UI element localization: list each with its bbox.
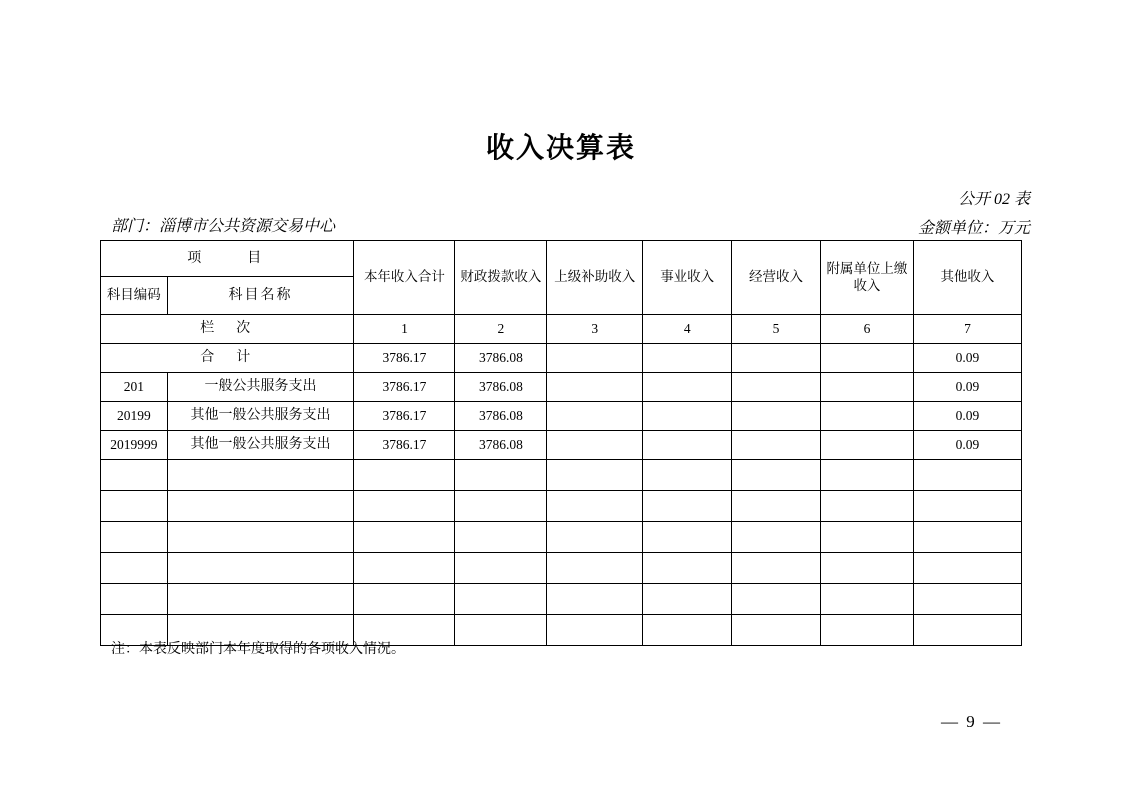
- column-index-5: 5: [732, 315, 821, 344]
- header-col-7: 其他收入: [913, 241, 1021, 315]
- cell-value: [547, 553, 643, 584]
- header-col-1: 本年收入合计: [354, 241, 455, 315]
- cell-subject-code: [101, 460, 168, 491]
- cell-value: [732, 615, 821, 646]
- cell-subject-name: [167, 460, 354, 491]
- cell-value: [732, 344, 821, 373]
- cell-value: [913, 522, 1021, 553]
- cell-value: [354, 522, 455, 553]
- cell-value: [643, 402, 732, 431]
- table-row: [101, 460, 1022, 491]
- header-col-5: 经营收入: [732, 241, 821, 315]
- cell-value: 0.09: [913, 373, 1021, 402]
- cell-value: [820, 402, 913, 431]
- page-title: 收入决算表: [485, 131, 636, 164]
- cell-value: [547, 431, 643, 460]
- cell-value: [732, 373, 821, 402]
- cell-subject-name: 一般公共服务支出: [167, 373, 354, 402]
- cell-value: 3786.17: [354, 373, 455, 402]
- column-index-6: 6: [820, 315, 913, 344]
- cell-subject-code: 20199: [101, 402, 168, 431]
- header-col-2: 财政拨款收入: [455, 241, 547, 315]
- cell-value: 3786.17: [354, 402, 455, 431]
- cell-value: [547, 402, 643, 431]
- cell-value: [547, 344, 643, 373]
- cell-value: [455, 460, 547, 491]
- cell-value: [820, 615, 913, 646]
- column-index-1: 1: [354, 315, 455, 344]
- amount-unit: 金额单位：万元: [917, 220, 1030, 237]
- cell-value: [455, 615, 547, 646]
- cell-value: [643, 344, 732, 373]
- cell-value: [643, 460, 732, 491]
- header-col-3: 上级补助收入: [547, 241, 643, 315]
- cell-value: [547, 373, 643, 402]
- cell-value: [547, 615, 643, 646]
- cell-value: 0.09: [913, 344, 1021, 373]
- table-row: [101, 373, 1022, 402]
- cell-value: [643, 373, 732, 402]
- cell-value: [643, 431, 732, 460]
- cell-subject-code: [101, 522, 168, 553]
- cell-value: [354, 584, 455, 615]
- cell-value: 3786.08: [455, 402, 547, 431]
- cell-value: 3786.17: [354, 344, 455, 373]
- cell-value: [643, 522, 732, 553]
- cell-value: [732, 402, 821, 431]
- cell-value: [354, 460, 455, 491]
- income-final-accounts-table: [100, 240, 1022, 646]
- cell-value: [913, 460, 1021, 491]
- table-row-column-index: [101, 315, 1022, 344]
- table-row: [101, 431, 1022, 460]
- cell-value: 3786.08: [455, 373, 547, 402]
- table-row: [101, 584, 1022, 615]
- cell-subject-name: 其他一般公共服务支出: [167, 431, 354, 460]
- cell-subject-code: [101, 491, 168, 522]
- cell-value: [643, 584, 732, 615]
- cell-value: [820, 344, 913, 373]
- column-index-3: 3: [547, 315, 643, 344]
- cell-value: [820, 491, 913, 522]
- header-col-4: 事业收入: [643, 241, 732, 315]
- cell-value: [455, 584, 547, 615]
- cell-value: [820, 584, 913, 615]
- cell-value: [820, 373, 913, 402]
- column-index-4: 4: [643, 315, 732, 344]
- cell-subject-code: [101, 584, 168, 615]
- cell-value: [547, 460, 643, 491]
- column-index-7: 7: [913, 315, 1021, 344]
- cell-value: [547, 584, 643, 615]
- cell-value: [913, 553, 1021, 584]
- header-subject-code: 科目编码: [101, 277, 168, 315]
- cell-value: [820, 431, 913, 460]
- department-line: 部门：淄博市公共资源交易中心: [111, 218, 336, 235]
- column-index-2: 2: [455, 315, 547, 344]
- table-row: [101, 491, 1022, 522]
- cell-value: [547, 522, 643, 553]
- cell-value: [732, 522, 821, 553]
- cell-value: [455, 491, 547, 522]
- cell-value: [732, 431, 821, 460]
- cell-value: [732, 491, 821, 522]
- cell-value: 3786.17: [354, 431, 455, 460]
- page-number: — 9 —: [941, 712, 1002, 731]
- cell-value: [455, 522, 547, 553]
- cell-subject-name: [167, 491, 354, 522]
- cell-value: [820, 522, 913, 553]
- table-row: [101, 522, 1022, 553]
- header-col-6: 附属单位上缴收入: [820, 241, 913, 315]
- row-total-label: 合 计: [101, 344, 354, 373]
- cell-value: [732, 460, 821, 491]
- cell-subject-name: [167, 522, 354, 553]
- cell-subject-name: [167, 584, 354, 615]
- cell-value: [643, 553, 732, 584]
- cell-value: [643, 491, 732, 522]
- cell-subject-code: 201: [101, 373, 168, 402]
- cell-subject-code: [101, 553, 168, 584]
- cell-value: [820, 460, 913, 491]
- table-row: [101, 553, 1022, 584]
- cell-value: [354, 491, 455, 522]
- cell-value: [913, 584, 1021, 615]
- cell-value: 3786.08: [455, 344, 547, 373]
- cell-subject-code: 2019999: [101, 431, 168, 460]
- table-note: 注：本表反映部门本年度取得的各项收入情况。: [111, 642, 405, 657]
- cell-value: 0.09: [913, 431, 1021, 460]
- cell-value: [354, 553, 455, 584]
- table-row: [101, 402, 1022, 431]
- column-index-label: 栏 次: [101, 315, 354, 344]
- cell-value: [547, 491, 643, 522]
- table-row: [101, 344, 1022, 373]
- cell-value: [732, 584, 821, 615]
- header-subject-name: 科目名称: [167, 277, 354, 315]
- cell-subject-name: 其他一般公共服务支出: [167, 402, 354, 431]
- table-header-row-1: [101, 241, 1022, 277]
- form-number: 公开 02 表: [957, 191, 1030, 208]
- cell-value: [455, 553, 547, 584]
- cell-value: 0.09: [913, 402, 1021, 431]
- cell-value: [820, 553, 913, 584]
- cell-subject-name: [167, 553, 354, 584]
- cell-value: 3786.08: [455, 431, 547, 460]
- cell-value: [643, 615, 732, 646]
- header-item-group: 项 目: [101, 241, 354, 277]
- cell-value: [913, 615, 1021, 646]
- cell-value: [913, 491, 1021, 522]
- cell-value: [732, 553, 821, 584]
